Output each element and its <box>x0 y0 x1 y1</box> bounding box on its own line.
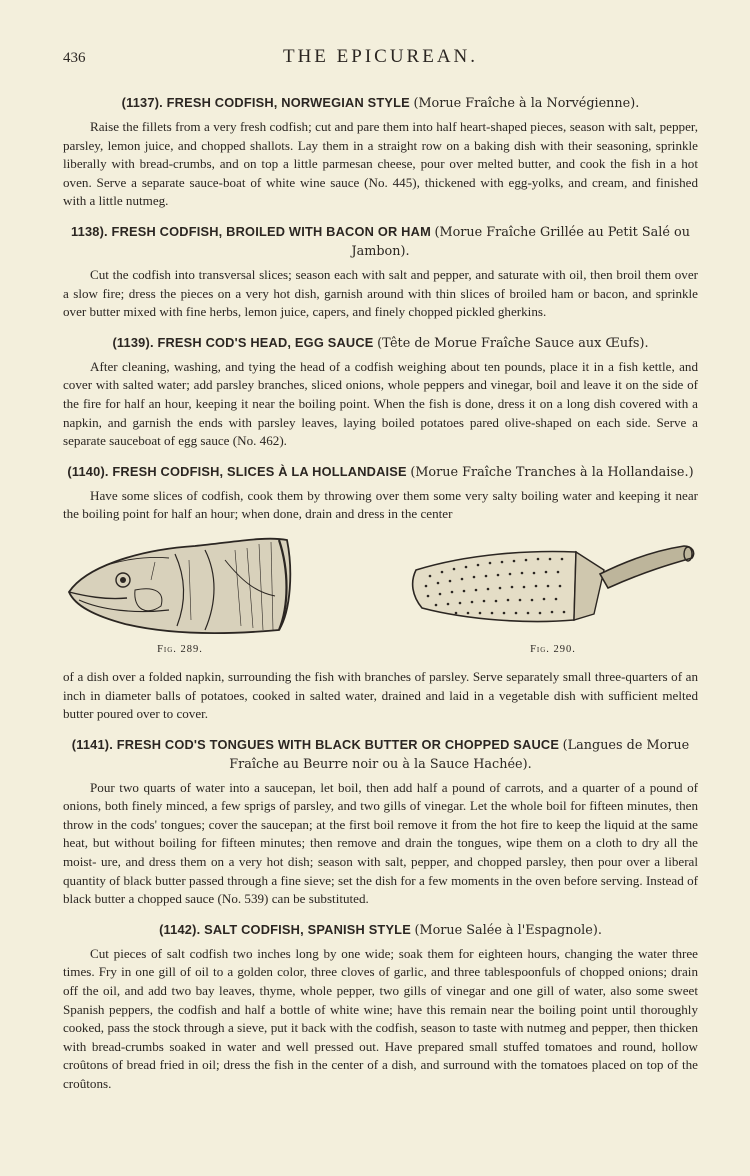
recipe-french-name: (Langues de Morue Fraîche au Beurre noir ou à la Sauce Hachée). <box>229 737 690 772</box>
running-head <box>63 44 698 70</box>
recipe-label: (1140). FRESH CODFISH, SLICES À LA HOLLANDAISE <box>67 463 407 479</box>
recipe-body: Raise the fillets from a very fresh codfish; cut and pare them into half heart-shaped pieces, season with salt, pepper, parsley, lemon juice, and chopped shallots. Lay them in a straight row on a baking dish with their seasoning, sprinkle liberally with bread-crumbs, and on top a little parmesan cheese, pour over melted butter, and cook the fish in a hot oven. Serve a separate sauce-boat of white wine sauce (No. 445), thickened with egg-yolks, and cream, and finished with a little nutmeg. <box>63 119 698 209</box>
recipe-title <box>63 463 698 482</box>
figure-caption-text: Fig. 290. <box>530 643 576 655</box>
recipe-title <box>63 94 698 113</box>
cod-head-illustration <box>65 530 295 642</box>
recipe-body: Cut pieces of salt codfish two inches long by one wide; soak them for eighteen hours, changing the water three times. Fry in one gill of oil to a golden color, three cloves of garlic, and three tablespoonfuls of chopped onions; drain off the oil, and add two bay leaves, thyme, whole pepper, two gills of vinegar and one gill of water, also some sweet Spanish peppers, the codfish and half a bottle of white wine; have this remain near the boiling point until thoroughly cooked, pass the stock through a sieve, put it back with the codfish, season to taste with nutmeg and pepper, then thicken with bread-crumbs soaked in water and well pressed out. Have prepared small stuffed tomatoes and round, hollow croûtons of bread fried in oil; dress the fish in the center of a dish, and surround with the tomatoes placed on top of the croûtons. <box>63 945 698 1091</box>
recipe-title <box>63 223 698 261</box>
recipe-title <box>63 334 698 353</box>
recipe-body: Cut the codfish into transversal slices; season each with salt and pepper, and saturate with oil, then broil them over a slow fire; dress the pieces on a very hot dish, garnish around with thin slices of broiled ham or bacon, and sprinkle over butter mixed with fine herbs, lemon juice, capers, and finely chopped pickled gherkins. <box>63 266 698 320</box>
figure-290 <box>408 530 698 655</box>
recipe-french-name: (Morue Fraîche Tranches à la Hollandaise.) <box>410 464 694 480</box>
recipe-label: 1138). FRESH CODFISH, BROILED WITH BACON OR HAM <box>71 223 431 239</box>
figure-289 <box>65 530 295 655</box>
recipe-french-name: (Tête de Morue Fraîche Sauce aux Œufs). <box>377 335 649 351</box>
figure-caption <box>65 644 295 655</box>
recipe-label: (1139). FRESH COD'S HEAD, EGG SAUCE <box>112 334 374 350</box>
figure-caption <box>408 644 698 655</box>
recipe-1140 <box>63 463 698 724</box>
fish-slice-illustration <box>408 530 698 642</box>
page-number: 436 <box>63 50 86 66</box>
recipe-label: (1142). SALT CODFISH, SPANISH STYLE <box>159 921 411 937</box>
figures-row <box>63 530 698 662</box>
recipe-1142 <box>63 921 698 1094</box>
running-title: THE EPICUREAN. <box>282 46 479 67</box>
recipe-body: Pour two quarts of water into a saucepan, let boil, then add half a pound of carrots, and a quarter of a pound of onions, both finely minced, a few sprigs of parsley, and two gills of vinegar. Let the whole boil for fifteen minutes, then throw in the cods' tongues; cover the saucepan; at the first boil remove it from the hot fire to keep the liquid at the same heat, but without boiling for fifteen minutes; then remove and drain the tongues, wipe them on a cloth to dry all the moist- ure, and dress them on a very hot dish; season with salt, pepper, and chopped parsley, then pour over a liberal quantity of black butter passed through a fine sieve; set the dish for a few moments in the oven before serving. Instead of black butter a chopped sauce (No. 539) can be substituted. <box>63 779 698 907</box>
figure-caption-text: Fig. 289. <box>157 643 203 655</box>
recipe-label: (1137). FRESH CODFISH, NORWEGIAN STYLE <box>121 95 410 110</box>
recipe-body: After cleaning, washing, and tying the head of a codfish weighing about ten pounds, place it in a fish kettle, and cover with salted water; add parsley branches, sliced onions, whole peppers and vinegar, boil and leave it on the side of the fire for half an hour, keeping it near the boiling point. When the fish is done, dress it on a long dish covered with a napkin, and garnish the ends with parsley leaves, laying boiled potatoes pared olive-shaped on each side. Serve a separate sauceboat of egg sauce (No. 462). <box>63 358 698 449</box>
recipe-french-name: (Morue Fraîche à la Norvégienne). <box>413 96 640 111</box>
recipe-french-name: (Morue Salée à l'Espagnole). <box>414 922 602 938</box>
recipe-1141 <box>63 736 698 909</box>
recipe-title <box>63 736 698 774</box>
recipe-body: Have some slices of codfish, cook them by throwing over them some very salty boiling water and keeping it near the boiling point for half an hour; when done, drain and dress in the center <box>63 487 698 522</box>
recipe-1139 <box>63 334 698 451</box>
recipe-1137 <box>63 94 698 211</box>
recipe-label: (1141). FRESH COD'S TONGUES WITH BLACK BUTTER OR CHOPPED SAUCE <box>71 736 560 752</box>
recipe-title <box>63 921 698 940</box>
recipe-body-continued: of a dish over a folded napkin, surrounding the fish with branches of parsley. Serve separately small three-quarters of an inch in diameter balls of potatoes, cooked in salted water, drained and laid in a vegetable dish with sufficient melted butter poured over to cover. <box>63 668 698 722</box>
recipe-french-name: (Morue Fraîche Grillée au Petit Salé ou Jambon). <box>351 224 690 259</box>
recipe-1138 <box>63 223 698 322</box>
